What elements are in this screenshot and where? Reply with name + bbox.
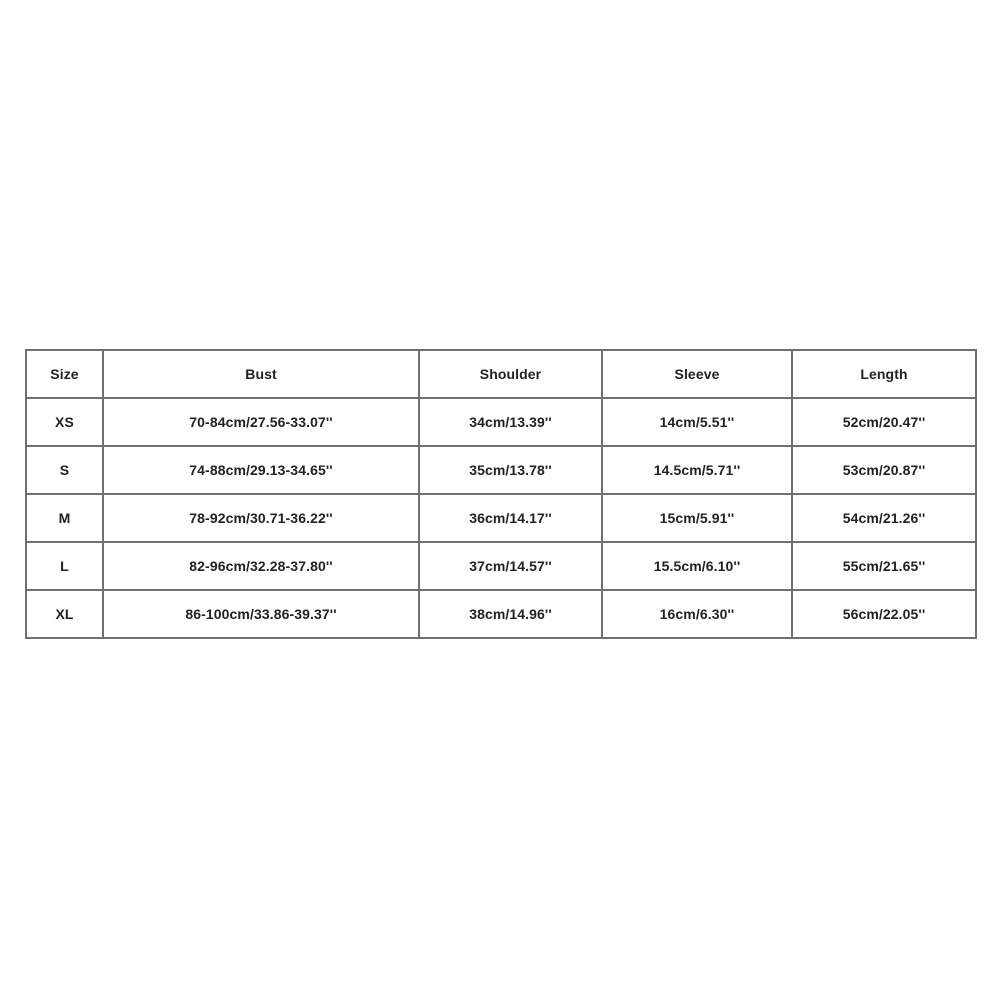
header-shoulder: Shoulder: [419, 350, 602, 398]
cell-length: 52cm/20.47'': [792, 398, 976, 446]
table-row: [26, 590, 976, 638]
cell-length: 56cm/22.05'': [792, 590, 976, 638]
header-size: Size: [26, 350, 103, 398]
cell-shoulder: 34cm/13.39'': [419, 398, 602, 446]
cell-bust: 78-92cm/30.71-36.22'': [103, 494, 419, 542]
header-sleeve: Sleeve: [602, 350, 792, 398]
cell-size: S: [26, 446, 103, 494]
cell-shoulder: 38cm/14.96'': [419, 590, 602, 638]
cell-shoulder: 35cm/13.78'': [419, 446, 602, 494]
cell-size: L: [26, 542, 103, 590]
cell-length: 55cm/21.65'': [792, 542, 976, 590]
cell-size: M: [26, 494, 103, 542]
cell-size: XL: [26, 590, 103, 638]
cell-bust: 86-100cm/33.86-39.37'': [103, 590, 419, 638]
cell-sleeve: 15.5cm/6.10'': [602, 542, 792, 590]
cell-shoulder: 36cm/14.17'': [419, 494, 602, 542]
cell-shoulder: 37cm/14.57'': [419, 542, 602, 590]
header-length: Length: [792, 350, 976, 398]
cell-bust: 74-88cm/29.13-34.65'': [103, 446, 419, 494]
cell-sleeve: 16cm/6.30'': [602, 590, 792, 638]
cell-bust: 82-96cm/32.28-37.80'': [103, 542, 419, 590]
table-row: [26, 446, 976, 494]
cell-sleeve: 14.5cm/5.71'': [602, 446, 792, 494]
table-header-row: [26, 350, 976, 398]
header-bust: Bust: [103, 350, 419, 398]
cell-size: XS: [26, 398, 103, 446]
cell-bust: 70-84cm/27.56-33.07'': [103, 398, 419, 446]
table-row: [26, 494, 976, 542]
table-row: [26, 542, 976, 590]
size-chart-table: [25, 349, 977, 639]
cell-sleeve: 14cm/5.51'': [602, 398, 792, 446]
cell-length: 54cm/21.26'': [792, 494, 976, 542]
table-row: [26, 398, 976, 446]
cell-length: 53cm/20.87'': [792, 446, 976, 494]
cell-sleeve: 15cm/5.91'': [602, 494, 792, 542]
